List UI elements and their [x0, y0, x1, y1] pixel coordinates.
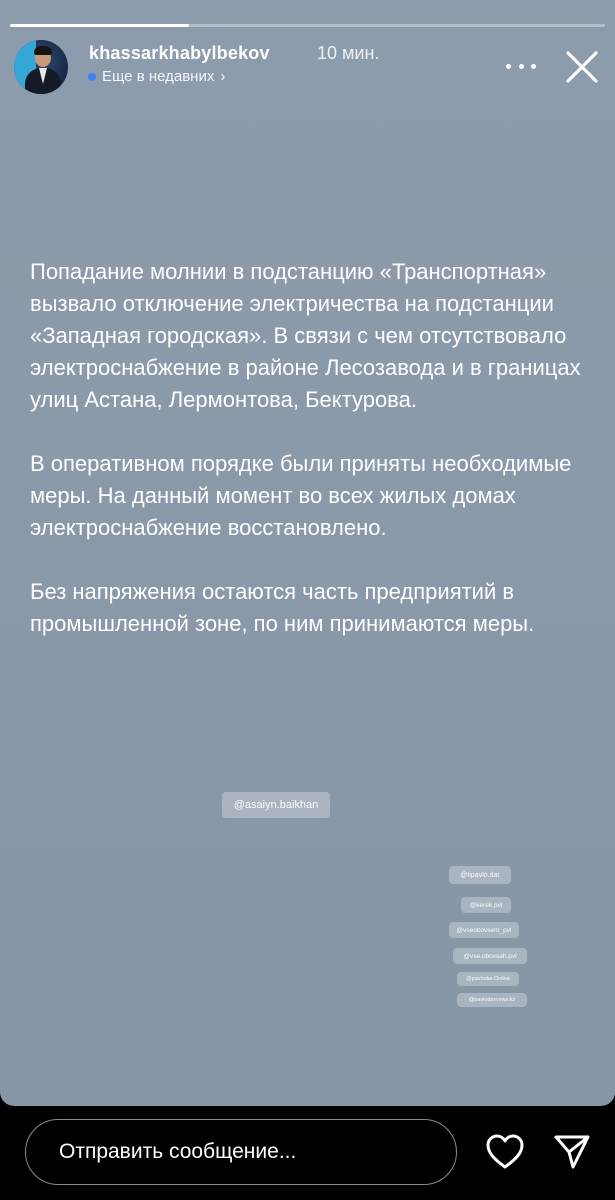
recent-stories-label: Еще в недавних: [102, 68, 215, 85]
avatar[interactable]: [14, 40, 68, 94]
story-paragraph: Без напряжения остаются часть предприятий в промышленной зоне, по ним принимаются меры.: [30, 579, 535, 636]
avatar-hair: [34, 46, 52, 55]
send-icon[interactable]: [553, 1133, 591, 1171]
reply-message-input[interactable]: [25, 1119, 457, 1185]
username[interactable]: khassarkhabylbekov: [89, 43, 270, 63]
mention-sticker[interactable]: @vseobovsem_pvl: [449, 922, 519, 938]
mention-sticker[interactable]: @pavlodarnews.kz: [457, 993, 527, 1007]
mention-sticker[interactable]: @pavlodar.Online: [457, 972, 519, 986]
mention-sticker[interactable]: @asaiyn.baikhan: [222, 792, 330, 818]
mention-sticker[interactable]: @vse.obovsah.pvl: [453, 948, 527, 964]
story-progress-bar: [10, 24, 605, 27]
mention-sticker[interactable]: @tipavlo.dar: [449, 866, 511, 884]
recent-stories-link[interactable]: [88, 68, 225, 85]
story-paragraph: Попадание молнии в подстанцию «Транспортная» вызвало отключение электричества на подстанции «Западная городская». В связи с чем отсутствовало электроснабжение в районе Лесозавода и в границах улиц Астана, Лермонтова, Бектурова.: [30, 259, 581, 412]
story-progress-fill: [10, 24, 189, 27]
more-horizontal-icon[interactable]: [506, 62, 536, 70]
mention-sticker[interactable]: @kerek.pvl: [461, 897, 511, 913]
heart-icon[interactable]: [485, 1133, 525, 1171]
close-icon[interactable]: [563, 48, 601, 86]
reply-placeholder: Отправить сообщение...: [59, 1140, 297, 1163]
recent-indicator-dot: [88, 73, 96, 81]
story-paragraph: В оперативном порядке были приняты необходимые меры. На данный момент во всех жилых домах электроснабжение восстановлено.: [30, 451, 572, 540]
post-time: 10 мин.: [317, 43, 380, 63]
story-text: [30, 256, 598, 672]
chevron-right-icon: ›: [220, 68, 226, 85]
